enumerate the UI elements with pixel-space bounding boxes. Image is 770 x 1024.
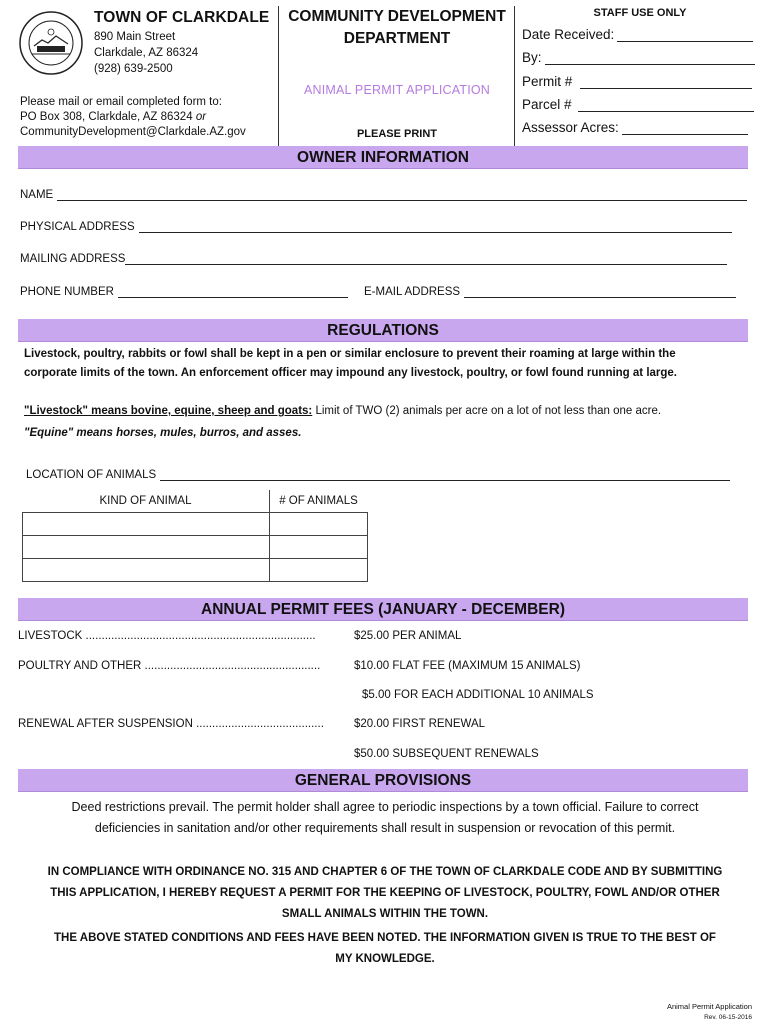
fee-row-livestock: LIVESTOCK ........................................................................	[18, 630, 316, 642]
parcel-number-field[interactable]: Parcel #	[522, 97, 754, 112]
table-row	[23, 536, 368, 559]
mailing-address-field[interactable]: MAILING ADDRESS	[20, 253, 727, 265]
fee-amount-poultry: $10.00 FLAT FEE (MAXIMUM 15 ANIMALS)	[354, 660, 581, 672]
footer-form-name: Animal Permit Application	[666, 1002, 752, 1011]
owner-info-header: OWNER INFORMATION	[18, 146, 748, 169]
clarkdale-seal-logo	[18, 10, 84, 76]
dept-title-line1: COMMUNITY DEVELOPMENT	[288, 8, 506, 25]
physical-address-field[interactable]: PHYSICAL ADDRESS	[20, 221, 732, 233]
table-row	[23, 559, 368, 582]
regulations-text: Livestock, poultry, rabbits or fowl shall be kept in a pen or similar enclosure to prevent their roaming at large within the corporate limits of the town. An enforcement officer may impound any livestock, poultry, or fowl found running at large.	[24, 348, 678, 379]
fee-row-renewal: RENEWAL AFTER SUSPENSION ........................................	[18, 718, 324, 730]
kind-cell[interactable]	[23, 513, 270, 536]
email-address-link[interactable]: CommunityDevelopment@Clarkdale.AZ.gov	[20, 126, 246, 138]
please-print-note: PLEASE PRINT	[356, 128, 438, 140]
compliance-statement: IN COMPLIANCE WITH ORDINANCE NO. 315 AND CHAPTER 6 OF THE TOWN OF CLARKDALE CODE AND BY SUBMITTING THIS APPLICATION, I HEREBY REQUEST A PERMIT FOR THE KEEPING OF LIVESTOCK, POULTRY, FOWL AND/OR OTHER SMALL ANIMALS WITHIN THE TOWN.	[47, 866, 723, 920]
fee-amount-first-renewal: $20.00 FIRST RENEWAL	[354, 718, 486, 730]
mail-instructions: Please mail or email completed form to:	[20, 96, 222, 108]
phone-number-field[interactable]: PHONE NUMBER	[20, 286, 348, 298]
animal-count-header: # OF ANIMALS	[269, 490, 368, 513]
count-cell[interactable]	[269, 513, 368, 536]
general-provisions-text: Deed restrictions prevail. The permit holder shall agree to periodic inspections by a town official. Failure to correct deficiencies in sanitation and/or other requirements shall result in suspension or revocation of this permit.	[71, 800, 699, 835]
count-cell[interactable]	[269, 559, 368, 582]
fee-amount-subsequent-renewals: $50.00 SUBSEQUENT RENEWALS	[354, 748, 539, 760]
po-box-line: PO Box 308, Clarkdale, AZ 86324 or	[20, 111, 207, 123]
animals-table	[22, 490, 368, 582]
street-address: 890 Main Street	[94, 31, 176, 43]
equine-definition: "Equine" means horses, mules, burros, and asses.	[24, 427, 302, 439]
town-title: TOWN OF CLARKDALE	[94, 9, 270, 26]
name-field[interactable]: NAME	[20, 189, 747, 201]
kind-cell[interactable]	[23, 559, 270, 582]
livestock-definition: "Livestock" means bovine, equine, sheep and goats: Limit of TWO (2) animals per acre on a lot of not less than one acre.	[24, 405, 662, 417]
application-title: ANIMAL PERMIT APPLICATION	[303, 83, 491, 97]
city-state-zip: Clarkdale, AZ 86324	[94, 47, 199, 59]
kind-cell[interactable]	[23, 536, 270, 559]
conditions-statement: THE ABOVE STATED CONDITIONS AND FEES HAVE BEEN NOTED. THE INFORMATION GIVEN IS TRUE TO THE BEST OF MY KNOWLEDGE.	[54, 932, 716, 965]
dept-title-line2: DEPARTMENT	[343, 30, 451, 47]
email-address-field[interactable]: E-MAIL ADDRESS	[364, 286, 736, 298]
staff-use-title: STAFF USE ONLY	[593, 7, 687, 19]
footer-revision: Rev. 06-15-2016	[704, 1014, 752, 1021]
annual-fees-header: ANNUAL PERMIT FEES (JANUARY - DECEMBER)	[18, 598, 748, 621]
general-provisions-header: GENERAL PROVISIONS	[18, 769, 748, 792]
count-cell[interactable]	[269, 536, 368, 559]
assessor-acres-field[interactable]: Assessor Acres:	[522, 120, 748, 135]
table-row	[23, 513, 368, 536]
regulations-header: REGULATIONS	[18, 319, 748, 342]
kind-of-animal-header: KIND OF ANIMAL	[23, 490, 270, 513]
header-divider-right	[514, 6, 515, 146]
location-of-animals-field[interactable]: LOCATION OF ANIMALS	[26, 469, 730, 481]
fee-amount-livestock: $25.00 PER ANIMAL	[354, 630, 462, 642]
fee-row-poultry: POULTRY AND OTHER .......................................................	[18, 660, 321, 672]
by-field[interactable]: By:	[522, 50, 755, 65]
permit-number-field[interactable]: Permit #	[522, 74, 752, 89]
phone-number: (928) 639-2500	[94, 63, 173, 75]
header-divider-left	[278, 6, 279, 146]
fee-amount-additional: $5.00 FOR EACH ADDITIONAL 10 ANIMALS	[362, 689, 594, 701]
date-received-field[interactable]: Date Received:	[522, 27, 753, 42]
